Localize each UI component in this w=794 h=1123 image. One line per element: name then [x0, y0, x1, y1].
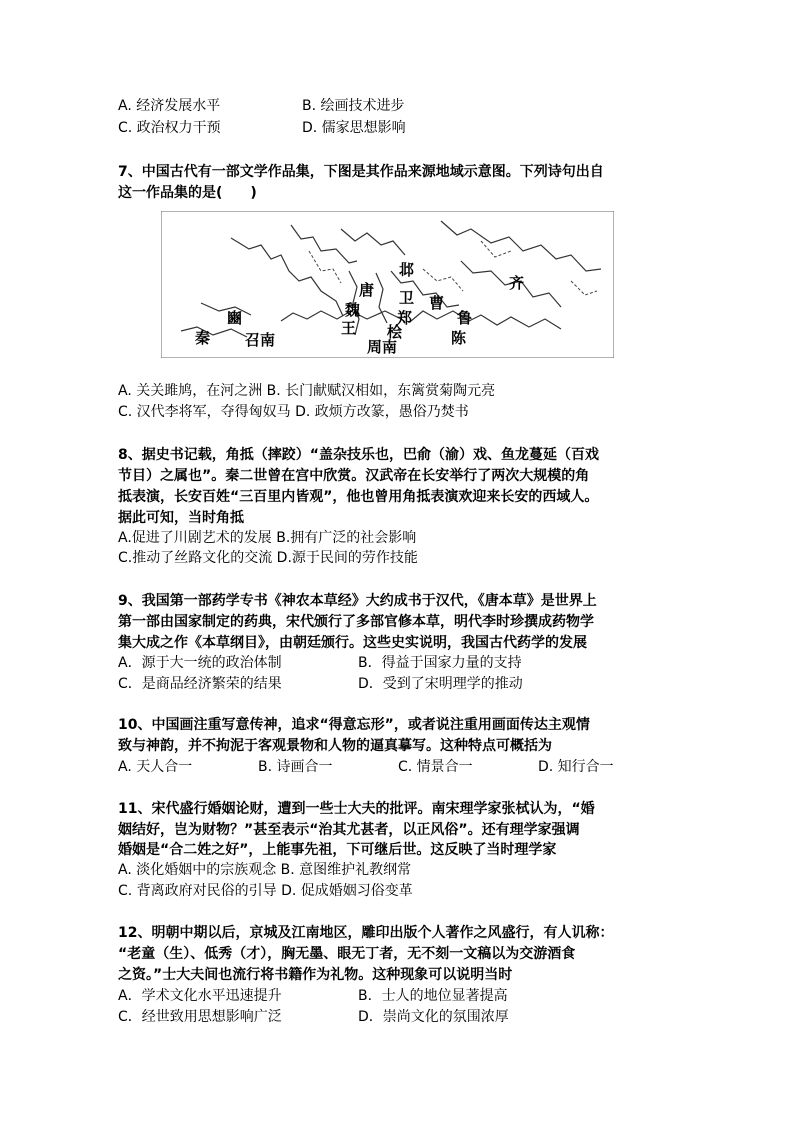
q9-stem-line: 9、我国第一部药学专书《神农本草经》大约成书于汉代，《唐本草》是世界上: [118, 593, 597, 609]
q12-option-b: B．士人的地位显著提高: [358, 988, 508, 1004]
q9-option-b: B．得益于国家力量的支持: [358, 655, 522, 671]
map-label-bei: 邶: [399, 261, 415, 279]
q8-stem-line: 节目）之属也”。秦二世曾在宫中欣赏。汉武帝在长安举行了两次大规模的角: [118, 468, 590, 484]
map-label-lu: 鲁: [457, 309, 473, 327]
q6-option-c: C. 政治权力干预: [118, 120, 221, 136]
map-label-wei: 卫: [399, 289, 415, 307]
q9-stem-line: 集大成之作《本草纲目》，由朝廷颁行。这些史实说明，我国古代药学的发展: [118, 635, 587, 651]
map-label-bin: 豳: [227, 309, 243, 327]
map-label-qi: 齐: [509, 274, 525, 292]
q11-options-ab: A. 淡化婚姻中的宗族观念 B. 意图维护礼教纲常: [118, 862, 412, 878]
q11-options-cd: C. 背离政府对民俗的引导 D. 促成婚姻习俗变革: [118, 883, 413, 899]
q10-option-d: D. 知行合一: [538, 759, 614, 775]
q9-option-a: A．源于大一统的政治体制: [118, 655, 282, 671]
q7-options-ab: A. 关关雎鸠，在河之洲 B. 长门献赋汉相如，东篱赏菊陶元亮: [118, 383, 496, 399]
q11-stem-line: 姻结好，岂为财物？”甚至表示“治其尤甚者，以正风俗”。还有理学家强调: [118, 822, 580, 838]
q8-stem-line: 8、据史书记载，角抵（摔跤）“盖杂技乐也，巴俞（渝）戏、鱼龙蔓延（百戏: [118, 447, 599, 463]
q10-option-c: C. 情景合一: [398, 759, 473, 775]
q8-options-cd: C.推动了丝路文化的交流 D.源于民间的劳作技能: [118, 550, 418, 566]
q9-option-d: D．受到了宋明理学的推动: [358, 676, 523, 692]
q8-stem-line: 据此可知，当时角抵: [118, 510, 244, 526]
map-label-zheng: 郑: [397, 309, 413, 327]
map-label-wang: 王: [341, 319, 357, 337]
q10-stem-line: 致与神韵，并不拘泥于客观景物和人物的逼真摹写。这种特点可概括为: [118, 738, 552, 754]
q10-stem-line: 10、中国画注重写意传神，追求“得意忘形”，或者说注重用画面传达主观情: [118, 717, 590, 733]
q9-stem-line: 第一部由国家制定的药典，宋代颁行了多部官修本草，明代李时珍撰成药物学: [118, 614, 594, 630]
q11-stem-line: 婚姻是“合二姓之好”，上能事先祖，下可继后世。这反映了当时理学家: [118, 842, 557, 858]
map-label-cao: 曹: [429, 294, 445, 312]
q10-option-b: B. 诗画合一: [258, 759, 333, 775]
q6-option-d: D. 儒家思想影响: [302, 120, 406, 136]
q6-option-b: B. 绘画技术进步: [302, 98, 405, 114]
map-label-shaonan: 召南: [245, 331, 276, 349]
map-label-wei-state: 魏: [345, 301, 361, 319]
q9-option-c: C．是商品经济繁荣的结果: [118, 676, 282, 692]
q12-option-c: C．经世致用思想影响广泛: [118, 1009, 282, 1025]
q8-options-ab: A.促进了川剧艺术的发展 B.拥有广泛的社会影响: [118, 530, 417, 546]
q11-stem-line: 11、宋代盛行婚姻论财，遭到一些士大夫的批评。南宋理学家张栻认为，“婚: [118, 801, 595, 817]
q6-option-a: A. 经济发展水平: [118, 98, 221, 114]
q12-stem-line: “老童（生）、低秀（才），胸无墨、眼无丁者，无不刻一文稿以为交游酒食: [118, 946, 576, 962]
q12-stem-line: 之资。”士大夫间也流行将书籍作为礼物。这种现象可以说明当时: [118, 967, 513, 983]
map-label-chen: 陈: [451, 329, 467, 347]
q12-option-a: A．学术文化水平迅速提升: [118, 988, 282, 1004]
q12-option-d: D．崇尚文化的氛围浓厚: [358, 1009, 509, 1025]
q7-options-cd: C. 汉代李将军，夺得匈奴马 D. 政烦方改篆，愚俗乃焚书: [118, 404, 469, 420]
map-label-gui: 桧: [387, 323, 403, 341]
map-label-tang: 唐: [359, 281, 375, 299]
q10-option-a: A. 天人合一: [118, 759, 193, 775]
map-label-qin: 秦: [195, 329, 211, 347]
map-label-zhounan: 周南: [367, 338, 398, 356]
q8-stem-line: 抵表演，长安百姓“三百里内皆观”，他也曾用角抵表演欢迎来长安的西域人。: [118, 489, 599, 505]
q12-stem-line: 12、明朝中期以后，京城及江南地区，雕印出版个人著作之风盛行，有人讥称：: [118, 925, 614, 941]
q7-stem-line: 这一作品集的是( ): [118, 185, 257, 201]
q7-stem-line: 7、中国古代有一部文学作品集，下图是其作品来源地域示意图。下列诗句出自: [118, 164, 604, 180]
q7-region-map: [161, 211, 614, 358]
